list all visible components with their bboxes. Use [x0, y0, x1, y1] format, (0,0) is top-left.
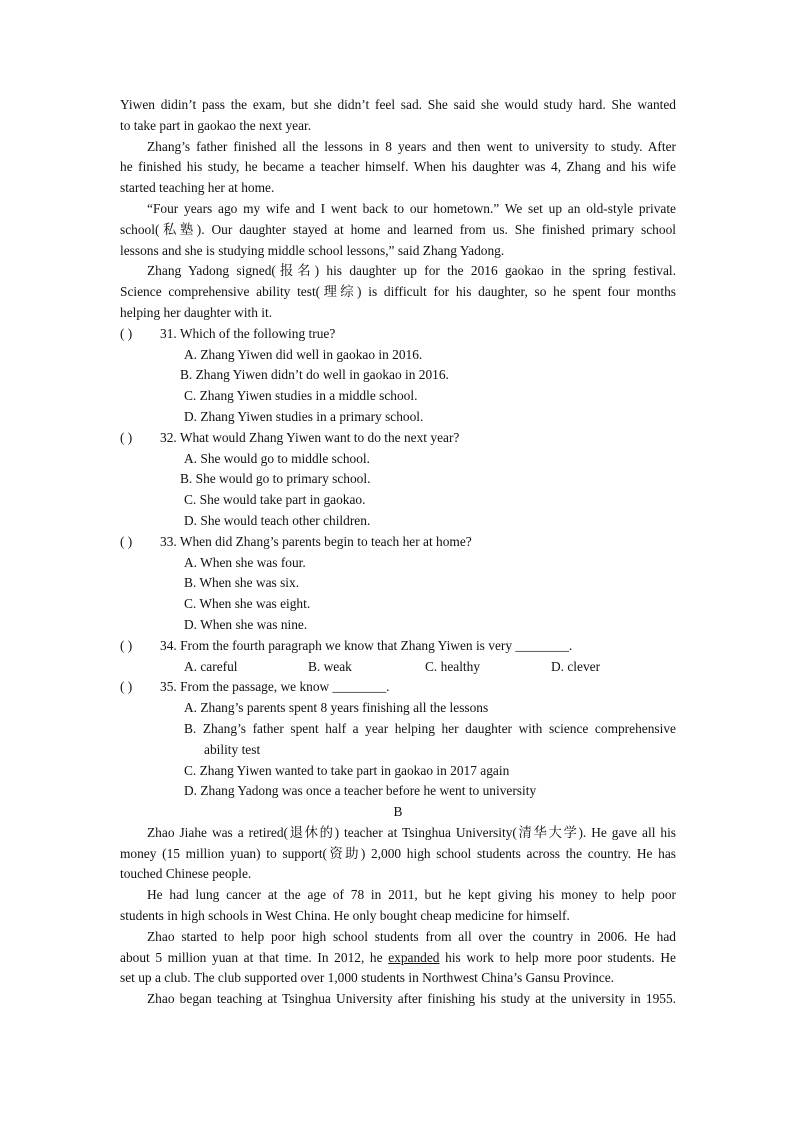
text-line: [120, 948, 676, 969]
text-line: he finished his study, he became a teacher himself. When his daughter was 4, Zhang and his wife: [120, 159, 676, 175]
paragraph-3: [120, 199, 676, 261]
paragraph-b4: [120, 989, 676, 1010]
exam-page: [120, 95, 676, 1010]
option-b: B. She would go to primary school.: [180, 471, 371, 487]
text-line: Zhao started to help poor high school students from all over the country in 2006. He had: [147, 928, 676, 944]
option-c: C. She would take part in gaokao.: [184, 492, 366, 508]
answer-blank[interactable]: ( ): [120, 679, 133, 695]
options-row: [120, 657, 676, 678]
option-c: C. When she was eight.: [184, 596, 311, 612]
text-line: started teaching her at home.: [120, 180, 275, 196]
option-d: D. clever: [551, 658, 601, 674]
question-33: [120, 532, 676, 636]
option-b: B. Zhang Yiwen didn’t do well in gaokao in 2016.: [180, 367, 449, 383]
answer-blank[interactable]: ( ): [120, 637, 133, 653]
option-b-line: ability test: [204, 741, 261, 757]
text-line: Zhang Yadong signed(报名) his daughter up for the 2016 gaokao in the spring festival.: [147, 263, 676, 279]
text-line: “Four years ago my wife and I went back to our hometown.” We set up an old-style private: [147, 200, 676, 216]
question-stem: 32. What would Zhang Yiwen want to do the next year?: [160, 429, 460, 445]
text-line: school(私塾). Our daughter stayed at home and learned from us. She finished primary school: [120, 221, 676, 237]
option-b: [120, 719, 676, 761]
text-line: Zhao began teaching at Tsinghua University after finishing his study at the university in 1955.: [147, 991, 676, 1007]
paragraph-b2: [120, 885, 676, 927]
text-line: Science comprehensive ability test(理综) is difficult for his daughter, so he spent four months: [120, 284, 676, 300]
option-b-line: B. Zhang’s father spent half a year helping her daughter with science comprehensive: [184, 720, 676, 736]
text-line: money (15 million yuan) to support(资助) 2,000 high school students across the country. He has: [120, 845, 676, 861]
text-line: lessons and she is studying middle school lessons,” said Zhang Yadong.: [120, 242, 505, 258]
question-34: [120, 636, 676, 678]
question-stem: 34. From the fourth paragraph we know that Zhang Yiwen is very ________.: [160, 637, 573, 653]
text-line: to take part in gaokao the next year.: [120, 117, 312, 133]
question-32: [120, 428, 676, 532]
option-a: A. Zhang’s parents spent 8 years finishing all the lessons: [184, 700, 489, 716]
option-d: D. She would teach other children.: [184, 512, 371, 528]
paragraph-4: [120, 261, 676, 323]
option-a: A. Zhang Yiwen did well in gaokao in 2016.: [184, 346, 423, 362]
paragraph-b3: [120, 927, 676, 989]
option-d: D. When she was nine.: [184, 616, 308, 632]
paragraph-2: [120, 137, 676, 199]
option-a: A. careful: [184, 658, 238, 674]
answer-blank[interactable]: ( ): [120, 429, 133, 445]
answer-blank[interactable]: ( ): [120, 533, 133, 549]
text-line: students in high schools in West China. He only bought cheap medicine for himself.: [120, 908, 570, 924]
option-c: C. healthy: [425, 658, 481, 674]
paragraph-1: [120, 95, 676, 137]
text-line: Zhang’s father finished all the lessons in 8 years and then went to university to study. After: [147, 138, 676, 154]
option-d: D. Zhang Yadong was once a teacher before he went to university: [184, 783, 537, 799]
paragraph-b1: [120, 823, 676, 885]
option-c: C. Zhang Yiwen studies in a middle school.: [184, 388, 418, 404]
section-heading: B: [393, 804, 403, 820]
text-segment: about 5 million yuan at that time. In 2012, he: [120, 949, 389, 965]
option-a: A. She would go to middle school.: [184, 450, 370, 466]
question-35: [120, 677, 676, 802]
question-31: [120, 324, 676, 428]
text-segment: his work to help more poor students. He: [439, 949, 676, 965]
option-b: B. When she was six.: [184, 575, 300, 591]
question-stem: 33. When did Zhang’s parents begin to teach her at home?: [160, 533, 472, 549]
text-line: He had lung cancer at the age of 78 in 2011, but he kept giving his money to help poor: [147, 887, 676, 903]
text-line: helping her daughter with it.: [120, 304, 273, 320]
underlined-word: expanded: [388, 949, 440, 965]
text-line: Yiwen didin’t pass the exam, but she didn’t feel sad. She said she would study hard. She wanted: [120, 97, 676, 112]
option-a: A. When she was four.: [184, 554, 306, 570]
text-line: set up a club. The club supported over 1,000 students in Northwest China’s Gansu Province.: [120, 970, 615, 986]
option-d: D. Zhang Yiwen studies in a primary school.: [184, 408, 424, 424]
option-b: B. weak: [308, 658, 352, 674]
text-line: touched Chinese people.: [120, 866, 252, 882]
option-c: C. Zhang Yiwen wanted to take part in gaokao in 2017 again: [184, 762, 510, 778]
question-stem: 35. From the passage, we know ________.: [160, 679, 390, 695]
question-stem: 31. Which of the following true?: [160, 325, 336, 341]
text-line: Zhao Jiahe was a retired(退休的) teacher at Tsinghua University(清华大学). He gave all his: [147, 824, 676, 840]
answer-blank[interactable]: ( ): [120, 325, 133, 341]
